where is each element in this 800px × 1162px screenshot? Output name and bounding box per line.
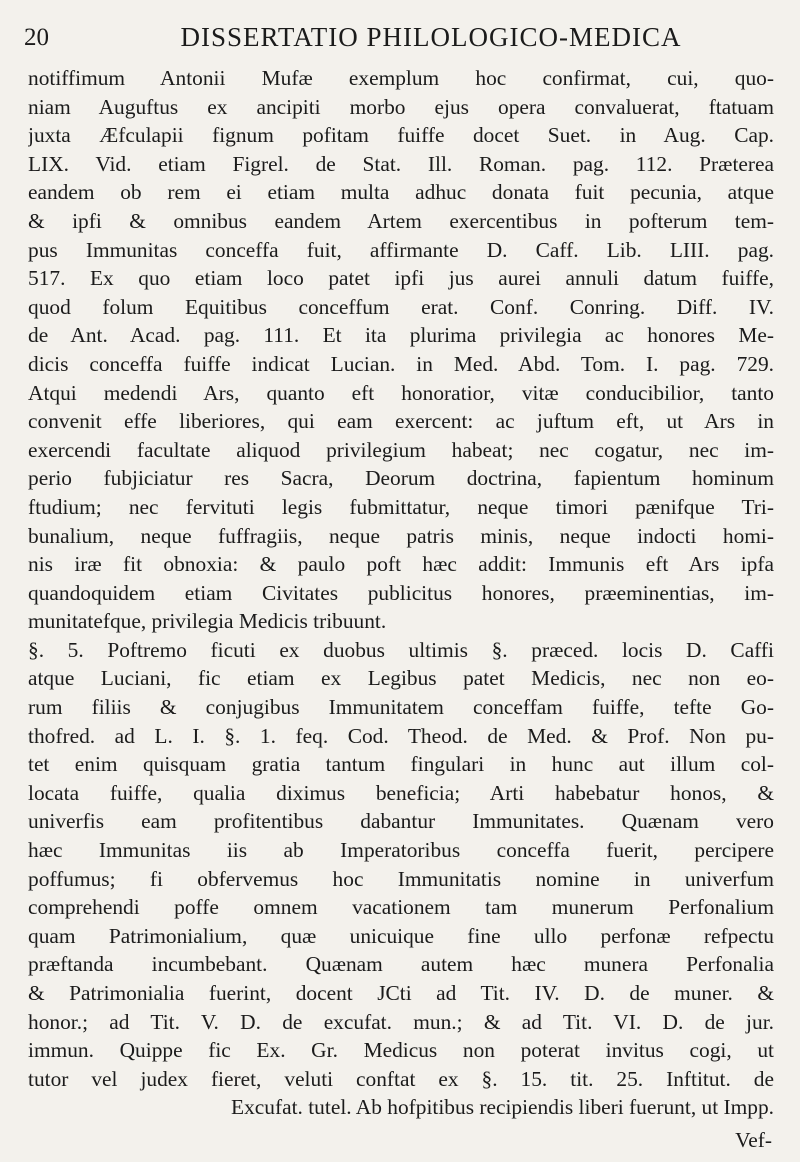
text-line: 517. Ex quo etiam loco patet ipfi jus aurei annuli datum fuiffe, (28, 266, 774, 291)
text-line: §. 5. Poftremo ficuti ex duobus ultimis §. præced. locis D. Caffi (28, 637, 774, 662)
text-line: pus Immunitas conceffa fuit, affirmante D. Caff. Lib. LIII. pag. (28, 237, 774, 262)
page-number: 20 (24, 24, 49, 51)
text-line: tutor vel judex fieret, veluti conftat ex §. 15. tit. 25. Inftitut. de (28, 1066, 774, 1091)
text-line: & ipfi & omnibus eandem Artem exercentibus in pofterum tem- (28, 208, 774, 233)
text-line: ftudium; nec fervituti legis fubmittatur, neque timori pænifque Tri- (28, 494, 774, 519)
catchword: Vef- (735, 1128, 772, 1152)
text-line: bunalium, neque fuffragiis, neque patris minis, neque indocti homi- (28, 523, 774, 548)
text-line: tet enim quisquam gratia tantum fingulari in hunc aut illum col- (28, 752, 774, 777)
text-line: locata fuiffe, qualia diximus beneficia; Arti habebatur honos, & (28, 780, 774, 805)
text-line: Atqui medendi Ars, quanto eft honoratior, vitæ conducibilior, tanto (28, 380, 774, 405)
text-line: de Ant. Acad. pag. 111. Et ita plurima privilegia ac honores Me- (28, 323, 774, 348)
text-line: nis iræ fit obnoxia: & paulo poft hæc addit: Immunis eft Ars ipfa (28, 552, 774, 577)
text-line: univerfis eam profitentibus dabantur Immunitates. Quænam vero (28, 809, 774, 834)
text-line: niam Auguftus ex ancipiti morbo ejus opera convaluerat, ftatuam (28, 94, 774, 119)
text-line: Excufat. tutel. Ab hofpitibus recipiendis liberi fuerunt, ut Impp. (231, 1095, 774, 1120)
text-line: hæc Immunitas iis ab Imperatoribus conceffa fuerit, percipere (28, 838, 774, 863)
body-text (28, 64, 774, 1122)
running-title: DISSERTATIO PHILOLOGICO-MEDICA (180, 22, 682, 52)
text-line: atque Luciani, fic etiam ex Legibus patet Medicis, nec non eo- (28, 666, 774, 691)
text-line: exercendi facultate aliquod privilegium habeat; nec cogatur, nec im- (28, 437, 774, 462)
text-line: perio fubjiciatur res Sacra, Deorum doctrina, fapientum hominum (28, 466, 774, 491)
text-line: notiffimum Antonii Mufæ exemplum hoc confirmat, cui, quo- (28, 66, 774, 90)
text-line: dicis conceffa fuiffe indicat Lucian. in Med. Abd. Tom. I. pag. 729. (28, 351, 774, 376)
text-line: honor.; ad Tit. V. D. de excufat. mun.; & ad Tit. VI. D. de jur. (28, 1009, 774, 1034)
text-line: thofred. ad L. I. §. 1. feq. Cod. Theod. de Med. & Prof. Non pu- (28, 723, 774, 748)
text-line: eandem ob rem ei etiam multa adhuc donata fuit pecunia, atque (28, 180, 774, 205)
text-line: convenit effe liberiores, qui eam exercent: ac juftum eft, ut Ars in (28, 409, 774, 434)
text-line: quod folum Equitibus conceffum erat. Conf. Conring. Diff. IV. (28, 294, 774, 319)
text-line: quam Patrimonialium, quæ unicuique fine ullo perfonæ refpectu (28, 923, 774, 948)
text-line: poffumus; fi obfervemus hoc Immunitatis nomine in univerfum (28, 866, 774, 891)
text-line: præftanda incumbebant. Quænam autem hæc munera Perfonalia (28, 952, 774, 977)
text-line: munitatefque, privilegia Medicis tribuunt. (28, 609, 387, 634)
text-line: quandoquidem etiam Civitates publicitus honores, præeminentias, im- (28, 580, 774, 605)
text-line: LIX. Vid. etiam Figrel. de Stat. Ill. Roman. pag. 112. Præterea (28, 151, 774, 176)
text-line: rum filiis & conjugibus Immunitatem conceffam fuiffe, tefte Go- (28, 695, 774, 720)
text-line: & Patrimonialia fuerint, docent JCti ad Tit. IV. D. de muner. & (28, 981, 774, 1005)
page-header (24, 18, 776, 58)
text-line: comprehendi poffe omnem vacationem tam munerum Perfonalium (28, 895, 774, 920)
text-line: juxta Æfculapii fignum pofitam fuiffe docet Suet. in Aug. Cap. (28, 123, 774, 148)
text-line: immun. Quippe fic Ex. Gr. Medicus non poterat invitus cogi, ut (28, 1038, 774, 1063)
